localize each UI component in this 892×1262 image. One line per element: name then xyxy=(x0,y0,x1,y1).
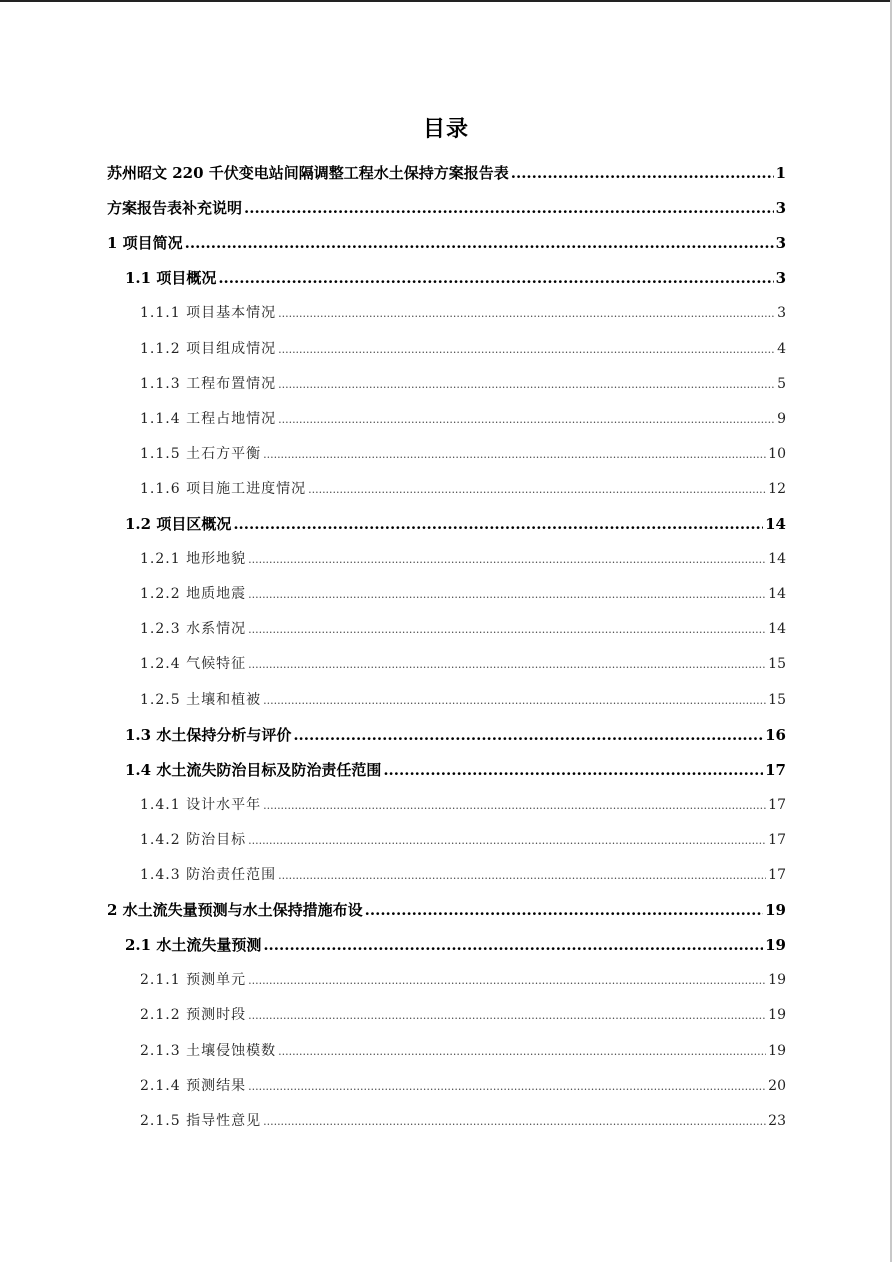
toc-dot-leader xyxy=(248,623,766,636)
toc-entry-page-number: 3 xyxy=(777,305,786,322)
toc-entry-label: 1.1.3 工程布置情况 xyxy=(140,375,277,392)
toc-dot-leader xyxy=(248,588,766,601)
toc-entry[interactable] xyxy=(125,934,786,956)
toc-entry[interactable] xyxy=(140,618,786,640)
toc-dot-leader xyxy=(278,1045,766,1058)
toc-dot-leader xyxy=(248,658,766,671)
toc-entry[interactable] xyxy=(140,443,786,465)
toc-entry-label: 2 水土流失量预测与水土保持措施布设 xyxy=(107,901,363,920)
page-title: 目录 xyxy=(422,117,469,142)
toc-entry-page-number: 3 xyxy=(775,269,786,288)
toc-entry[interactable] xyxy=(140,478,786,500)
toc-entry-page-number: 15 xyxy=(768,691,786,708)
toc-entry[interactable] xyxy=(140,408,786,430)
toc-entry-label: 2.1.5 指导性意见 xyxy=(140,1112,262,1129)
toc-entry-label: 1.3 水土保持分析与评价 xyxy=(125,725,292,744)
toc-entry-label: 1.4.1 设计水平年 xyxy=(140,796,262,813)
toc-dot-leader xyxy=(293,726,763,744)
toc-entry-page-number: 19 xyxy=(765,901,786,920)
toc-entry[interactable] xyxy=(125,724,786,746)
toc-entry[interactable] xyxy=(140,1075,786,1097)
toc-dot-leader xyxy=(218,269,773,287)
toc-entry-label: 1.2 项目区概况 xyxy=(125,515,232,533)
toc-entry-label: 1 项目简况 xyxy=(107,234,183,253)
toc-entry-page-number: 19 xyxy=(768,1042,786,1059)
toc-entry-page-number: 9 xyxy=(777,410,786,427)
toc-entry-label: 2.1.3 土壤侵蚀模数 xyxy=(140,1042,277,1059)
toc-entry-label: 2.1 水土流失量预测 xyxy=(125,936,262,955)
toc-entry-label: 1.1.4 工程占地情况 xyxy=(140,410,277,427)
toc-entry[interactable] xyxy=(140,829,786,851)
toc-dot-leader xyxy=(278,869,766,882)
toc-entry-label: 1.2.1 地形地貌 xyxy=(140,551,247,568)
toc-entry-label: 方案报告表补充说明 xyxy=(107,199,243,218)
toc-entry[interactable] xyxy=(140,302,786,324)
toc-entry-page-number: 17 xyxy=(768,831,786,848)
toc-entry[interactable] xyxy=(125,267,786,289)
toc-dot-leader xyxy=(248,1009,766,1022)
toc-dot-leader xyxy=(383,761,763,779)
toc-entry[interactable] xyxy=(140,1040,786,1062)
toc-dot-leader xyxy=(248,974,766,987)
toc-entry[interactable] xyxy=(107,899,786,921)
toc-entry-label: 1.1.6 项目施工进度情况 xyxy=(140,480,307,497)
toc-entry-label: 1.4.3 防治责任范围 xyxy=(140,867,277,883)
toc-entry-label: 1.2.5 土壤和植被 xyxy=(140,691,262,708)
toc-dot-leader xyxy=(308,483,766,496)
toc-entry[interactable] xyxy=(140,689,786,711)
toc-dot-leader xyxy=(263,694,766,707)
toc-dot-leader xyxy=(263,1115,766,1128)
toc-entry-page-number: 16 xyxy=(765,725,786,744)
toc-entry[interactable] xyxy=(140,1110,786,1132)
toc-entry-page-number: 5 xyxy=(777,375,786,392)
toc-dot-leader xyxy=(263,799,766,812)
toc-entry-page-number: 17 xyxy=(768,796,786,813)
toc-entry[interactable] xyxy=(140,653,786,675)
toc-entry-page-number: 4 xyxy=(777,340,786,357)
toc-entry-label: 1.2.4 气候特征 xyxy=(140,656,247,673)
toc-dot-leader xyxy=(278,378,775,391)
toc-entry-label: 1.1 项目概况 xyxy=(125,269,217,288)
toc-entry-page-number: 17 xyxy=(768,867,786,883)
toc-dot-leader xyxy=(248,553,766,566)
toc-dot-leader xyxy=(233,515,763,533)
toc-entry-page-number: 17 xyxy=(765,760,786,779)
toc-dot-leader xyxy=(248,1080,766,1093)
toc-entry-page-number: 1 xyxy=(775,164,786,182)
toc-dot-leader xyxy=(365,901,763,919)
toc-entry-page-number: 10 xyxy=(768,445,786,462)
toc-entry-label: 1.1.2 项目组成情况 xyxy=(140,340,277,357)
toc-entry-page-number: 19 xyxy=(768,972,786,989)
toc-dot-leader xyxy=(278,307,775,320)
toc-entry[interactable] xyxy=(140,794,786,816)
toc-entry-page-number: 14 xyxy=(765,515,786,533)
toc-entry-label: 苏州昭文 220 千伏变电站间隔调整工程水土保持方案报告表 xyxy=(107,164,509,182)
toc-entry[interactable] xyxy=(107,197,786,219)
toc-entry-label: 2.1.1 预测单元 xyxy=(140,972,247,989)
page-top-border xyxy=(0,0,892,2)
toc-entry[interactable] xyxy=(107,232,786,254)
toc-entry[interactable] xyxy=(125,513,786,535)
toc-entry-page-number: 14 xyxy=(768,621,786,638)
toc-entry[interactable] xyxy=(140,864,786,886)
toc-entry-label: 1.4 水土流失防治目标及防治责任范围 xyxy=(125,760,382,779)
toc-entry[interactable] xyxy=(140,583,786,605)
toc-entry-page-number: 12 xyxy=(768,480,786,497)
toc-entry-label: 1.2.2 地质地震 xyxy=(140,586,247,603)
toc-dot-leader xyxy=(185,234,774,252)
toc-entry-page-number: 23 xyxy=(768,1112,786,1129)
toc-entry[interactable] xyxy=(140,548,786,570)
toc-entry-page-number: 19 xyxy=(765,936,786,955)
toc-entry[interactable] xyxy=(140,1004,786,1026)
toc-entry-page-number: 15 xyxy=(768,656,786,673)
toc-dot-leader xyxy=(278,413,775,426)
toc-entry-label: 1.4.2 防治目标 xyxy=(140,831,247,848)
toc-dot-leader xyxy=(248,834,766,847)
toc-entry-label: 1.1.1 项目基本情况 xyxy=(140,305,277,322)
toc-entry-label: 1.1.5 土石方平衡 xyxy=(140,445,262,462)
toc-entry-page-number: 14 xyxy=(768,586,786,603)
toc-dot-leader xyxy=(244,199,774,217)
toc-entry[interactable] xyxy=(140,969,786,991)
toc-dot-leader xyxy=(263,448,766,461)
toc-entry-page-number: 3 xyxy=(775,199,786,218)
toc-entry[interactable] xyxy=(107,162,786,184)
toc-entry-label: 1.2.3 水系情况 xyxy=(140,621,247,638)
toc-entry[interactable] xyxy=(125,759,786,781)
toc-dot-leader xyxy=(263,936,763,954)
toc-entry-page-number: 14 xyxy=(768,551,786,568)
toc-entry-page-number: 3 xyxy=(775,234,786,253)
toc-entry-label: 2.1.2 预测时段 xyxy=(140,1007,247,1024)
toc-entry-page-number: 19 xyxy=(768,1007,786,1024)
toc-dot-leader xyxy=(511,164,774,182)
toc-entry-page-number: 20 xyxy=(768,1077,786,1094)
toc-entry[interactable] xyxy=(140,373,786,395)
toc-dot-leader xyxy=(278,343,775,356)
toc-entry[interactable] xyxy=(140,338,786,360)
toc-entry-label: 2.1.4 预测结果 xyxy=(140,1077,247,1094)
